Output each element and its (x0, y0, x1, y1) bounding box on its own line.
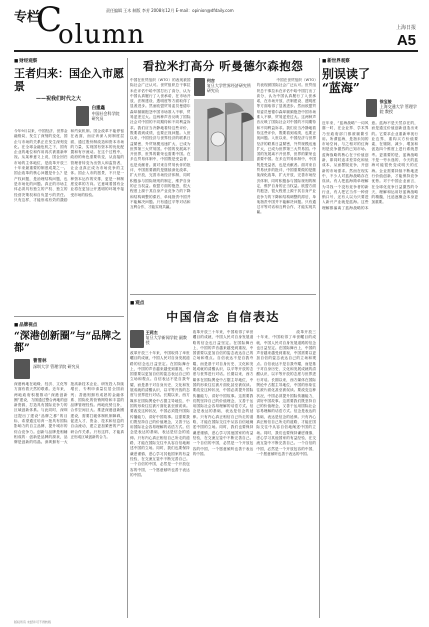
article-blue-ocean (322, 58, 418, 591)
author-block (194, 78, 254, 96)
article-tag: ■ 财经观察 (14, 58, 124, 64)
paper-name: 上海日报 (395, 25, 416, 31)
article-body: 近年来，“蓝海战略”一词风靡一时，在企业界、学术界乃至政府部门都被频繁引用。所谓蓝海，是指未知的市场空间，与之相对的红海则是竞争激烈的已知市场。蓝海战略的核心在于价值创新，即同时追求差异化和低成本，从而摆脱竞争，开创新的市场需求。然而在现实中，不少人对蓝海战略存在误读。有人把蓝海简单理解为寻找一个没有竞争者的新行业，有人把它当作一种营销口号，还有人以为只要进入新兴产业就是蓝海。这些理解都偏离了蓝海战略的本意。蓝海不是天然存在的，而是通过价值创新创造出来的。它要求企业重新审视行业边界，重构买方价值要素，在剔除、减少、增加和创造四个维度上进行系统思考。更重要的是，蓝海战略不是一劳永逸的，今天的蓝海可能很快变成明天的红海。企业需要持续不断地进行价值创新，才能保持竞争优势。对于中国企业而言，在全球化竞争日益激烈的今天，理解和运用好蓝海战略的精髓，比追逐概念本身更加重要。 (322, 121, 418, 210)
article-headline: 别误读了 (322, 67, 371, 81)
article-body: 中国在世贸组织（WTO）的表现被国际社会广泛认可。世贸组织总干事拉米在评估中给中国打出了高分，认为中国认真履行了入世承诺，在市场开放、法制建设、透明度等方面取得了显著进步。然而欧盟贸易委员曼德尔森却频频抱怨中国市场准入不够，贸易逆差过大。这两种声音反映了国际社会对中国的不同期待和不同利益诉求。我们应当冷静地看待这些评价，既要看到成绩，也要正视问题。入世以来，中国经济与世界经济的联系日益紧密，外贸规模迅速扩大，已成为世界第三大贸易国。中国的发展离不开世界，世界的繁荣也需要中国。在多边贸易体制中，中国既是受益者，也是贡献者。面对来自贸易伙伴的批评，中国需要做的是继续深化改革，扩大开放，完善市场经济体制，同时积极参与国际规则的制定，维护自身的正当权益。欧盟方面的抱怨，很大程度上源于其自身产业竞争力的下降和结构调整的滞后，单纯指责中国并不能解决问题。只有通过平等对话和互利合作，才能实现共赢。 (130, 78, 191, 210)
author-block (130, 330, 190, 348)
section-name: 专栏 (14, 10, 41, 25)
author-photo (14, 359, 30, 379)
article-subheadline: ——祝我们时代之大 (36, 96, 82, 102)
author-block (14, 359, 124, 379)
author-title: 上海交通大学 管理学院 教授 (379, 104, 417, 114)
masthead-title-rest: olumn (58, 20, 146, 50)
article-wto (130, 58, 316, 300)
article-china-confidence (130, 300, 316, 620)
masthead (14, 0, 418, 52)
article-shenzhen-hk (14, 322, 124, 627)
author-photo (366, 99, 377, 117)
wto-flags-photo (194, 99, 254, 161)
page-footer: 版权所有 未经许可不得转载 (14, 620, 51, 624)
article-headline-line2: “蓝海” (322, 81, 360, 95)
article-body: 改革开放三十年来，中国取得了举世瞩目的成就，中国人民对自身发展道路的信念也日益坚定。在国际舞台上，中国的声音越来越受到重视，中国需要以更加自信的姿态表达自己的立场和观点。自信表达不是自我夸耀，而是基于对自身历史、文化和发展成就的清醒认识，以平等开放的态度与世界进行对话。长期以来，西方媒体在国际舆论中占据主导地位，中国的形象往往被片面化甚至被误读。要改变这种状况，中国必须提升国际传播能力，讲好中国故事。这需要我们既坚持自己的价值理念，又善于运用国际社会容易理解的话语方式。信念是表达的基础，表达是信念的延伸。只有内心真正相信自己所走的道路，才能在国际交往中从容自信地阐述中国的立场。同时，我们也要保持谦虚谨慎，虚心学习其他国家的有益经验，在交流互鉴中不断完善自己。一个自信的中国，必然是一个开放包容的中国，一个愿意倾听也善于表达的中国。 (130, 351, 190, 477)
article-body-continued-2: 改革开放三十年来，中国取得了举世瞩目的成就，中国人民对自身发展道路的信念也日益坚定。在国际舞台上，中国的声音越来越受到重视，中国需要以更加自信的姿态表达自己的立场和观点。自信表达不是自我夸耀，而是基于对自身历史、文化和发展成就的清醒认识，以平等开放的态度与世界进行对话。长期以来，西方媒体在国际舆论中占据主导地位，中国的形象往往被片面化甚至被误读。要改变这种状况，中国必须提升国际传播能力，讲好中国故事。这需要我们既坚持自己的价值理念，又善于运用国际社会容易理解的话语方式。信念是表达的基础，表达是信念的延伸。只有内心真正相信自己所走的道路，才能在国际交往中从容自信地阐述中国的立场。同时，我们也要保持谦虚谨慎，虚心学习其他国家的有益经验，在交流互鉴中不断完善自己。一个自信的中国，必然是一个开放包容的中国，一个愿意倾听也善于表达的中国。 (256, 330, 316, 456)
column-divider (319, 58, 320, 618)
article-body: 今年9月以来，中国经济、世界金融格局，发生了深刻的变化，国企与市场的关系正在发生深刻变化。在全球金融危机之下，国有企业的地位和作用再次被重新审视。从某种意义上说，国企回归市场的主体地位，是改革开放三十年来最重要的制度成果之一。国企改革的核心问题是什么？是产权问题，是治理结构问题，也是市场化的问题。真正的市场主体必须具有独立的产权、独立的经营决策权和自负盈亏的责任。只有这样，才能形成有效的激励和约束机制。国企改革不能停留在表面，而应该深入到制度层面，通过股份制改造和资本市场的力量，实现国有资本的优化配置和有序流动。在这个过程中，政府的角色需要转变，从直接的管理者转变为出资人和监管者，让企业真正成为市场竞争的主体。国企入市的愿景，不只是一种资本运作的安排，更是一种制度变革的方向。它意味着国有企业将在更加公开透明的环境中接受市场的检验。 (14, 129, 124, 202)
article-headline: 看拉米打高分 听曼德尔森抱怨 (142, 59, 304, 73)
article-headline: 中国信念 自信表达 (166, 310, 280, 324)
masthead-info: 责任编辑 王木 制版 李芳 2008年12月 E-mail：opinion@dfdaily.com (106, 8, 234, 13)
author-name: 王莉杰 (145, 330, 158, 335)
author-photo (76, 106, 89, 126)
article-tag: ■ 观点 (130, 300, 316, 306)
author-name: 何吉 (206, 78, 215, 83)
masthead-title-initial: C (36, 0, 63, 40)
article-tag: ■ 品牌视点 (14, 322, 124, 328)
author-photo (194, 78, 205, 96)
author-title: 复旦大学新闻学院 副教授 (145, 335, 187, 345)
article-body-continued: 改革开放三十年来，中国取得了举世瞩目的成就，中国人民对自身发展道路的信念也日益坚定。在国际舞台上，中国的声音越来越受到重视，中国需要以更加自信的姿态表达自己的立场和观点。自信表达不是自我夸耀，而是基于对自身历史、文化和发展成就的清醒认识，以平等开放的态度与世界进行对话。长期以来，西方媒体在国际舆论中占据主导地位，中国的形象往往被片面化甚至被误读。要改变这种状况，中国必须提升国际传播能力，讲好中国故事。这需要我们既坚持自己的价值理念，又善于运用国际社会容易理解的话语方式。信念是表达的基础，表达是信念的延伸。只有内心真正相信自己所走的道路，才能在国际交往中从容自信地阐述中国的立场。同时，我们也要保持谦虚谨慎，虚心学习其他国家的有益经验，在交流互鉴中不断完善自己。一个自信的中国，必然是一个开放包容的中国，一个愿意倾听也善于表达的中国。 (192, 330, 254, 456)
author-name: 徐宝骏 (379, 99, 392, 104)
page-number: A5 (396, 32, 416, 49)
article-tag: ■ 新世界观察 (322, 58, 418, 64)
author-info (92, 106, 124, 126)
author-title: 深圳大学 管理学院 研究员 (33, 364, 80, 369)
author-name: 白重鑫 (91, 106, 106, 111)
author-photo (130, 330, 144, 348)
author-block (76, 106, 124, 126)
article-state-enterprises (14, 58, 124, 317)
column-divider (127, 58, 128, 618)
article-body-continued: 中国在世贸组织（WTO）的表现被国际社会广泛认可。世贸组织总干事拉米在评估中给中国打出了高分，认为中国认真履行了入世承诺，在市场开放、法制建设、透明度等方面取得了显著进步。然而欧盟贸易委员曼德尔森却频频抱怨中国市场准入不够，贸易逆差过大。这两种声音反映了国际社会对中国的不同期待和不同利益诉求。我们应当冷静地看待这些评价，既要看到成绩，也要正视问题。入世以来，中国经济与世界经济的联系日益紧密，外贸规模迅速扩大，已成为世界第三大贸易国。中国的发展离不开世界，世界的繁荣也需要中国。在多边贸易体制中，中国既是受益者，也是贡献者。面对来自贸易伙伴的批评，中国需要做的是继续深化改革，扩大开放，完善市场经济体制，同时积极参与国际规则的制定，维护自身的正当权益。欧盟方面的抱怨，很大程度上源于其自身产业竞争力的下降和结构调整的滞后，单纯指责中国并不能解决问题。只有通过平等对话和互利合作，才能实现共赢。 (256, 78, 316, 215)
author-title: 中国社会科学院 研究员 (91, 111, 120, 121)
author-block (366, 99, 418, 117)
article-body: 深港两地在地缘、经济、文化等方面有着天然的联系。近年来，两地政府积极推动“深港创新圈”建设，力图通过整合两地的创新资源，打造具有国际竞争力的区域创新体系。与此同时，深圳还提出了建设“品牌之都”的目标，希望通过培育一批具有国际影响力的自主品牌，提升城市的综合竞争力。创新与品牌是相辅相成的：创新是品牌的源泉，品牌是创新的结晶。深圳拥有一大批高新技术企业，研发投入持续增长，专利申请量位居全国前列；香港则拥有成熟的金融体系、国际化的营销网络和丰富的品牌管理经验。两地优势互补，合作空间巨大。推进深港创新圈建设，需要打破体制机制障碍，促进人才、资金、技术和信息的自由流动，建立更加紧密的产学研合作关系。只有这样，才能真正形成区域创新的合力。 (14, 382, 124, 445)
author-title: 复旦大学世界经济研究所 研究员 (206, 83, 251, 93)
author-name: 曹雪林 (33, 359, 47, 364)
article-headline: 王者归来：国企入市愿景 (14, 67, 124, 93)
article-headline: “深港创新圈”与“品牌之都” (14, 331, 122, 354)
